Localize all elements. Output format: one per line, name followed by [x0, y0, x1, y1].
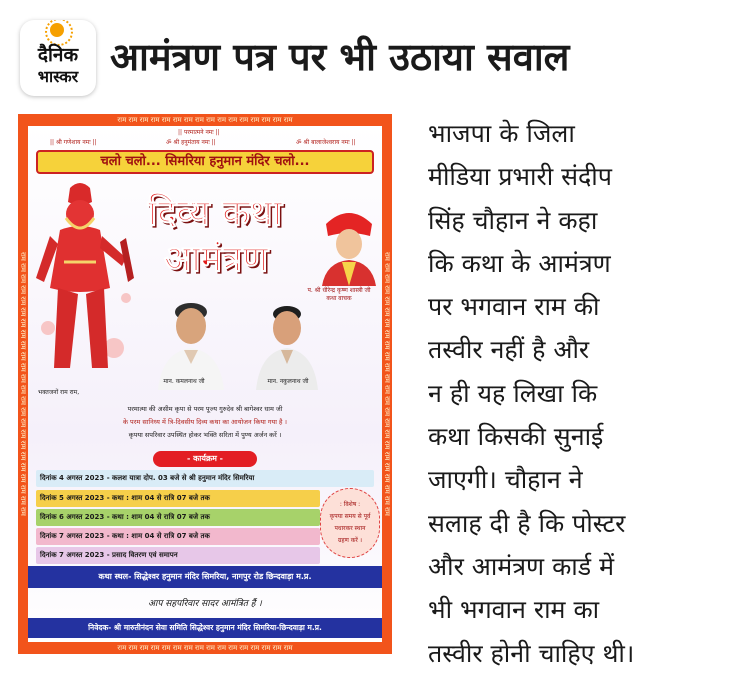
chalo-banner: चलो चलो... सिमरिया हनुमान मंदिर चलो...	[36, 150, 374, 174]
article-line: सलाह दी है कि पोस्टर	[428, 508, 626, 538]
invite-line-1: परमात्मा की असीम कृपा से परम पूज्य गुरुदेव श्री बागेश्वर धाम जी	[127, 405, 283, 413]
schedule-row: दिनांक 7 अगस्त 2023 - प्रसाद वितरण एवं समापन	[36, 547, 320, 564]
mantra-center: ॐ श्री हनुमंताय नमः ||	[166, 139, 216, 146]
article-line: तस्वीर होनी चाहिए थी।	[428, 638, 635, 668]
shastri-portrait-image	[318, 206, 380, 286]
caption-kamalnath: मान. कमलनाथ जी	[163, 378, 205, 385]
article-line: कथा किसकी सुनाई	[428, 422, 604, 452]
poster-border-right: राम राम राम राम राम राम राम राम राम राम राम राम राम राम राम राम राम राम राम राम राम राम राम राम	[383, 252, 391, 516]
schedule-row: दिनांक 7 अगस्त 2023 - कथा : शाम 04 से रात्रि 07 बजे तक	[36, 528, 320, 545]
sadar-aamantrit: आप सहपरिवार सादर आमंत्रित हैं ।	[148, 599, 262, 609]
page-headline: आमंत्रण पत्र पर भी उठाया सवाल	[110, 35, 570, 79]
poster-border-top: राम राम राम राम राम राम राम राम राम राम राम राम राम राम राम राम	[117, 116, 293, 124]
venue-banner: कथा स्थल- सिद्धेश्वर हनुमान मंदिर सिमरिया, नागपुर रोड छिन्दवाड़ा म.प्र.	[28, 566, 382, 588]
kamalnath-portrait-image	[158, 294, 224, 390]
mantra-right: ॐ श्री बालाजेश्वराय नमः ||	[296, 139, 356, 146]
article-line: मीडिया प्रभारी संदीप	[428, 162, 612, 192]
schedule-row: दिनांक 5 अगस्त 2023 - कथा : शाम 04 से रात्रि 07 बजे तक	[36, 490, 320, 507]
poster-title-line-2: आमंत्रण	[163, 239, 269, 280]
vishesh-note: : विशेष : कृपया समय से पूर्व पधारकर स्थान ग्रहण करें ।	[320, 488, 380, 558]
article-line: जाएगी। चौहान ने	[428, 465, 583, 495]
karyakram-heading: - कार्यक्रम -	[153, 451, 257, 467]
invite-line-3: कृपया सपरिवार उपस्थित होकर भक्ति सरिता में पुण्य अर्जन करें ।	[128, 431, 282, 439]
article-line: कि कथा के आमंत्रण	[428, 248, 611, 278]
article-line: न ही यह लिखा कि	[428, 378, 598, 408]
nivedak-banner: निवेदक- श्री मारुतीनंदन सेवा समिति सिद्धेश्वर हनुमान मंदिर सिमरिया-छिन्दवाड़ा म.प्र.	[28, 618, 382, 638]
caption-bhakt: भक्तजनों राम राम,	[38, 389, 80, 396]
article-text	[428, 112, 728, 675]
poster-title-line-1: दिव्य कथा	[147, 193, 283, 234]
poster-border-bottom: राम राम राम राम राम राम राम राम राम राम राम राम राम राम राम राम	[117, 644, 293, 652]
invite-line-2: के परम सानिध्य में त्रि-दिवसीय दिव्य कथा का आयोजन किया गया है ।	[122, 418, 288, 426]
invitation-poster-image	[18, 114, 392, 654]
schedule-row: दिनांक 6 अगस्त 2023 - कथा : शाम 04 से रात्रि 07 बजे तक	[36, 509, 320, 526]
article-line: और आमंत्रण कार्ड में	[428, 551, 615, 581]
sun-icon	[50, 23, 64, 37]
dainik-bhaskar-logo[interactable]	[20, 20, 96, 96]
schedule-row: दिनांक 4 अगस्त 2023 - कलश यात्रा दोप. 03 बजे से श्री हनुमान मंदिर सिमरिया	[36, 470, 374, 487]
caption-shastri: प. श्री धीरेन्द्र कृष्ण शास्त्री जी कथा वाचक	[307, 287, 371, 302]
article-line: भी भगवान राम का	[428, 595, 600, 625]
article-line: तस्वीर नहीं है और	[428, 335, 590, 365]
logo-line-2: भास्कर	[37, 67, 79, 86]
poster-inner	[28, 126, 382, 642]
article-line: सिंह चौहान ने कहा	[428, 205, 598, 235]
poster-border-left: राम राम राम राम राम राम राम राम राम राम राम राम राम राम राम राम राम राम राम राम राम राम राम राम	[19, 252, 27, 516]
mantra-top: || परमात्मने नमः ||	[178, 129, 220, 136]
logo-line-1: दैनिक	[37, 44, 79, 66]
article-line: पर भगवान राम की	[428, 292, 600, 322]
caption-nakulnath: मान. नकुलनाथ जी	[267, 378, 309, 385]
article-line: भाजपा के जिला	[428, 119, 575, 148]
mantra-left: || श्री गणेशाय नमः ||	[50, 139, 97, 146]
